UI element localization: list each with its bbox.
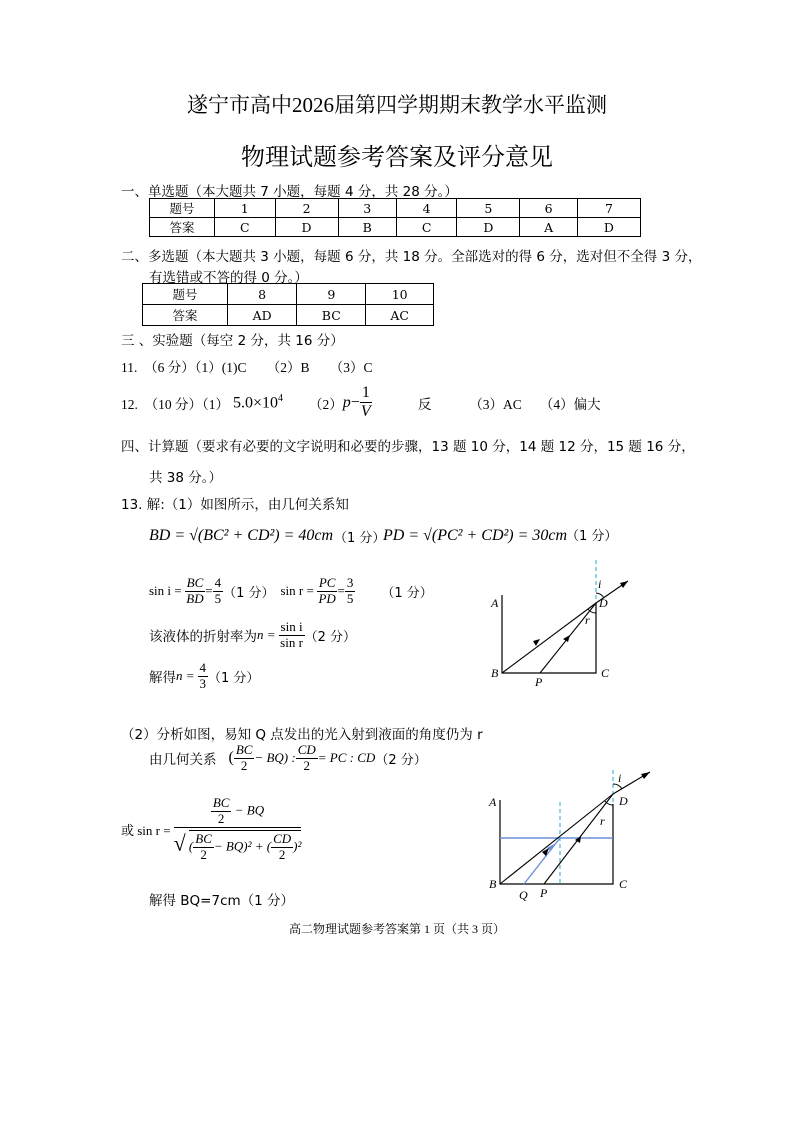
table-cell: 1 — [215, 199, 276, 218]
geom-text: 由几何关系 — [149, 752, 217, 769]
solve-text: 解得 — [149, 670, 176, 687]
frac-den: 2 — [278, 846, 286, 862]
section3-heading: 三 、实验题（每空 2 分，共 16 分） — [121, 333, 344, 349]
frac-den: 5 — [214, 590, 222, 606]
frac-den: 2 — [200, 846, 207, 862]
frac-num: 4 — [199, 660, 207, 675]
label-c: C — [619, 877, 628, 891]
q12-prefix: 12. （10 分）（1） — [121, 396, 229, 412]
sin-r-label: sin r = — [280, 583, 314, 599]
solve-frac — [198, 661, 209, 692]
label-i: i — [598, 577, 602, 591]
sqrt-sign: √ — [173, 830, 186, 856]
arrowhead — [641, 772, 650, 779]
frac-num: CD — [273, 830, 292, 846]
sin-r-frac — [317, 576, 338, 607]
geom-score: （2 分） — [375, 752, 427, 768]
ray-bd — [500, 794, 613, 884]
geometry-relation — [149, 743, 427, 774]
bd-equation: BD = √(BC² + CD²) = 40cm — [149, 527, 334, 544]
q12-frac-num: 1 — [360, 384, 372, 403]
arrowhead — [563, 635, 570, 642]
page-subtitle: 物理试题参考答案及评分意见 — [241, 145, 553, 171]
frac-num: BC — [186, 575, 204, 590]
label-a: A — [491, 596, 499, 610]
geom-mid: − BQ) : — [254, 750, 296, 766]
q13-intro: 13. 解:（1）如图所示，由几何关系知 — [121, 497, 349, 513]
n-score: （2 分） — [304, 629, 356, 645]
table-cell: 2 — [275, 199, 338, 218]
q12-frac-den: V — [360, 403, 371, 421]
n-frac — [279, 620, 305, 651]
table-cell: AD — [228, 305, 297, 326]
frac-den: 3 — [199, 675, 207, 691]
table-cell: 7 — [577, 199, 640, 218]
frac-den: 2 — [217, 810, 225, 826]
big-frac-den — [174, 828, 302, 863]
frac-den: 5 — [346, 590, 354, 606]
frac-num: 4 — [214, 575, 222, 590]
bq-result: 解得 BQ=7cm（1 分） — [149, 893, 295, 909]
sin-i-label: sin i = — [149, 583, 182, 599]
table-row — [143, 284, 434, 305]
label-a: A — [489, 795, 497, 809]
frac-den: 2 — [303, 757, 310, 773]
table-cell: 3 — [338, 199, 396, 218]
refraction-figure-1 — [480, 555, 640, 690]
sin-r-score: （1 分） — [381, 585, 433, 601]
q12-value-base: 5.0×10 — [233, 394, 279, 412]
pd-score: （1 分） — [566, 529, 618, 544]
table-cell: 10 — [366, 284, 434, 305]
q12-part4: （4）偏大 — [539, 396, 601, 412]
part2-intro: （2）分析如图，易知 Q 点发出的光入射到液面的角度仍为 r — [121, 727, 483, 743]
section2-heading-cont: 有选错或不答的得 0 分。） — [149, 270, 308, 286]
table-cell: AC — [366, 305, 434, 326]
table-cell: B — [338, 218, 396, 237]
frac-num: BC — [212, 795, 230, 810]
equals-sign: = — [205, 583, 213, 599]
page-title: 遂宁市高中2026届第四学期期末教学水平监测 — [187, 93, 607, 117]
geom-tail: = PC : CD — [317, 750, 376, 766]
angle-r-arc — [605, 801, 613, 805]
q12-answer — [121, 384, 601, 422]
q12-fraction — [360, 384, 372, 422]
q12-p: p — [342, 393, 351, 411]
big-frac-num — [174, 796, 302, 828]
bd-score: （1 分） — [334, 531, 386, 546]
table-row — [143, 305, 434, 326]
q12-part3: （3）AC — [469, 396, 522, 412]
q12-value-exponent: 4 — [278, 393, 284, 405]
inner-frac — [211, 796, 232, 827]
table-cell: 题号 — [150, 199, 215, 218]
table-cell: 题号 — [143, 284, 228, 305]
sin-i-frac — [185, 576, 206, 607]
or-big-frac — [174, 796, 302, 863]
label-b: B — [489, 877, 497, 891]
section4-heading-cont: 共 38 分。） — [149, 470, 223, 486]
frac-den: 2 — [240, 757, 248, 773]
refraction-figure-2 — [480, 768, 660, 903]
sin-i-equation — [149, 576, 433, 607]
den-tail: )² — [293, 838, 302, 854]
q11-answer: 11. （6 分）（1）(1)C （2）B （3）C — [121, 360, 373, 375]
solve-score: （1 分） — [208, 670, 260, 686]
label-r: r — [585, 613, 590, 627]
label-p: P — [540, 886, 548, 900]
q12-minus: − — [350, 393, 360, 411]
frac-num: PC — [318, 575, 336, 590]
sin-r-value — [345, 576, 356, 607]
table-cell: C — [396, 218, 457, 237]
table-cell: BC — [297, 305, 366, 326]
section2-answer-table — [142, 283, 434, 326]
table-cell: 4 — [396, 199, 457, 218]
geom-frac-2 — [296, 743, 318, 774]
q12-value — [233, 393, 283, 412]
section1-answer-table — [149, 198, 641, 237]
table-cell: C — [215, 218, 276, 237]
label-r: r — [600, 814, 605, 828]
table-cell: D — [275, 218, 338, 237]
table-cell: 8 — [228, 284, 297, 305]
frac-num: CD — [297, 742, 316, 757]
inner-frac — [193, 832, 214, 863]
table-cell: 9 — [297, 284, 366, 305]
table-cell: A — [520, 218, 577, 237]
table-row — [150, 218, 641, 237]
label-q: Q — [519, 888, 528, 902]
n-label: n = — [257, 627, 276, 643]
sin-i-value — [213, 576, 224, 607]
frac-den: PD — [318, 590, 336, 606]
label-d: D — [599, 596, 608, 610]
table-cell: 答案 — [150, 218, 215, 237]
or-sin-r-label: 或 sin r = — [121, 822, 171, 838]
q12-part2: （2） — [309, 396, 343, 412]
refractive-index-line — [149, 620, 356, 651]
radicand: ( $\frac{BC}{2}$ − BQ)² + ( $\frac{CD}{2}$ )² — [188, 830, 302, 862]
n-text: 该液体的折射率为 — [149, 629, 257, 646]
or-sin-r-equation — [121, 796, 301, 863]
page-footer: 高二物理试题参考答案第 1 页（共 3 页） — [288, 922, 505, 936]
sin-i-score: （1 分） — [223, 585, 275, 601]
solve-n-line — [149, 661, 259, 692]
label-d: D — [619, 794, 628, 808]
table-row — [150, 199, 641, 218]
den-mid: − BQ)² + ( — [213, 838, 272, 854]
section4-heading: 四、计算题（要求有必要的文字说明和必要的步骤，13 题 10 分，14 题 12 分，15 题 16 分， — [121, 439, 695, 455]
pd-equation: PD = √(PC² + CD²) = 30cm — [383, 527, 568, 544]
frac-num: BC — [235, 742, 253, 757]
section2-heading: 二、多选题（本大题共 3 小题，每题 6 分，共 18 分。全部选对的得 6 分，选对但不全得 3 分， — [121, 249, 702, 265]
q12-fan: 反 — [417, 396, 432, 412]
frac-num: sin i — [280, 619, 303, 634]
arrowhead — [620, 581, 628, 588]
geom-frac-1 — [234, 743, 255, 774]
frac-den: BD — [186, 590, 204, 606]
frac-den: sin r — [280, 634, 303, 650]
solve-label: n = — [176, 668, 195, 684]
label-p: P — [535, 675, 543, 689]
label-c: C — [601, 666, 610, 680]
table-cell: 5 — [457, 199, 520, 218]
frac-num: BC — [195, 830, 212, 846]
frac-num: 3 — [346, 575, 354, 590]
table-cell: D — [457, 218, 520, 237]
table-cell: D — [577, 218, 640, 237]
open-paren: ( — [228, 749, 234, 767]
section1-heading: 一、单选题（本大题共 7 小题，每题 4 分，共 28 分。） — [121, 184, 458, 200]
equals-sign: = — [337, 583, 345, 599]
num-tail: − BQ — [234, 802, 265, 818]
table-cell: 答案 — [143, 305, 228, 326]
label-b: B — [491, 666, 499, 680]
table-cell: 6 — [520, 199, 577, 218]
inner-frac — [271, 832, 293, 863]
label-i: i — [618, 771, 622, 785]
